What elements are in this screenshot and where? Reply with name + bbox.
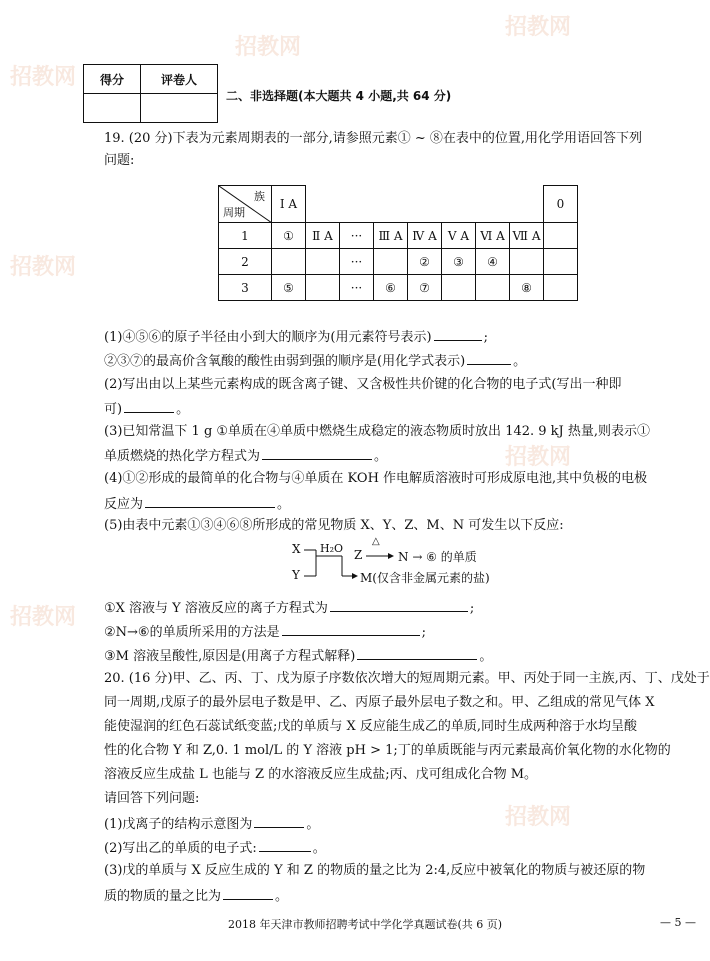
answer-blank[interactable] bbox=[124, 399, 174, 413]
score-label: 得分 bbox=[84, 65, 141, 94]
scheme-n: N → ⑥ 的单质 bbox=[398, 550, 477, 564]
watermark: 招教网 bbox=[235, 35, 302, 60]
watermark: 招教网 bbox=[505, 445, 572, 470]
answer-blank[interactable] bbox=[282, 622, 420, 636]
page-footer: 2018 年天津市教师招聘考试中学化学真题试卷(共 6 页) bbox=[228, 918, 503, 931]
q19-part5: (5)由表中元素①③④⑥⑧所形成的常见物质 X、Y、Z、M、N 可发生以下反应: bbox=[104, 518, 564, 533]
answer-blank[interactable] bbox=[254, 814, 304, 828]
q20-part3a: (3)戊的单质与 X 反应生成的 Y 和 Z 的物质的量之比为 2:4,反应中被氧化的物质与被还原的物 bbox=[104, 863, 646, 878]
q20-stem: 20. (16 分)甲、乙、丙、丁、戊为原子序数依次增大的短周期元素。甲、丙处于同一主族,丙、丁、戊处于 bbox=[104, 671, 710, 686]
q19-sub1: ①X 溶液与 Y 溶液反应的离子方程式为 ; bbox=[104, 598, 694, 618]
scheme-m: M(仅含非金属元素的盐) bbox=[360, 571, 490, 585]
scheme-x: X bbox=[292, 542, 301, 556]
watermark: 招教网 bbox=[10, 255, 77, 280]
grader-input[interactable] bbox=[141, 94, 218, 123]
score-input[interactable] bbox=[84, 94, 141, 123]
answer-blank[interactable] bbox=[330, 598, 468, 612]
q20-stem: 性的化合物 Y 和 Z,0. 1 mol/L 的 Y 溶液 pH > 1;丁的单质既能与丙元素最高价氧化物的水化物的 bbox=[104, 743, 671, 758]
answer-blank[interactable] bbox=[357, 646, 477, 660]
q20-stem: 同一周期,戊原子的最外层电子数是甲、乙、丙原子最外层电子数之和。甲、乙组成的常见气体 X bbox=[104, 695, 655, 710]
q19-part2a: (2)写出由以上某些元素构成的既含离子键、又含极性共价键的化合物的电子式(写出一种即 bbox=[104, 377, 622, 392]
group-0: 0 bbox=[544, 186, 578, 223]
watermark: 招教网 bbox=[505, 15, 572, 40]
scheme-z: Z bbox=[354, 548, 363, 562]
watermark: 招教网 bbox=[10, 605, 77, 630]
grader-label: 评卷人 bbox=[141, 65, 218, 94]
answer-blank[interactable] bbox=[434, 327, 482, 341]
scheme-h2o: H₂O bbox=[320, 542, 344, 555]
table-row: 3 ⑤ ··· ⑥ ⑦ ⑧ bbox=[219, 275, 578, 301]
q19-part3b: 单质燃烧的热化学方程式为 。 bbox=[104, 446, 694, 466]
section-title: 二、非选择题(本大题共 4 小题,共 64 分) bbox=[226, 89, 452, 103]
scheme-y: Y bbox=[292, 568, 300, 582]
q19-part3a: (3)已知常温下 1 g ①单质在④单质中燃烧生成稳定的液态物质时放出 142. 9 kJ 热量,则表示① bbox=[104, 424, 651, 439]
answer-blank[interactable] bbox=[262, 446, 372, 460]
q19-part2b: 可) 。 bbox=[104, 399, 694, 419]
q19-intro: 19. (20 分)下表为元素周期表的一部分,请参照元素① ~ ⑧在表中的位置,用化学用语回答下列 bbox=[104, 131, 643, 146]
score-box bbox=[83, 64, 218, 123]
answer-blank[interactable] bbox=[467, 351, 511, 365]
group-IA: Ⅰ A bbox=[272, 186, 306, 223]
q19-sub2: ②N→⑥的单质所采用的方法是 ; bbox=[104, 622, 694, 642]
q20-part2: (2)写出乙的单质的电子式: 。 bbox=[104, 838, 694, 858]
scheme-heat: △ bbox=[372, 536, 380, 547]
page-number: — 5 — bbox=[660, 916, 696, 929]
q20-part3b: 质的物质的量之比为 。 bbox=[104, 886, 694, 906]
q19-part1b: ②③⑦的最高价含氧酸的酸性由弱到强的顺序是(用化学式表示) 。 bbox=[104, 351, 694, 371]
q19-part4a: (4)①②形成的最简单的化合物与④单质在 KOH 作电解质溶液时可形成原电池,其中负极的电极 bbox=[104, 471, 648, 486]
q19-part4b: 反应为 。 bbox=[104, 494, 694, 514]
answer-blank[interactable] bbox=[223, 886, 273, 900]
answer-blank[interactable] bbox=[259, 838, 311, 852]
periodic-table bbox=[218, 185, 578, 301]
watermark: 招教网 bbox=[505, 805, 572, 830]
answer-blank[interactable] bbox=[145, 494, 275, 508]
q20-prompt: 请回答下列问题: bbox=[104, 791, 200, 806]
q19-intro-cont: 问题: bbox=[104, 153, 135, 168]
table-row: 2 ··· ② ③ ④ bbox=[219, 249, 578, 275]
table-row: 1 ① Ⅱ A ··· Ⅲ A Ⅳ A Ⅴ A Ⅵ A Ⅶ A bbox=[219, 223, 578, 249]
reaction-scheme bbox=[292, 538, 552, 590]
q19-sub3: ③M 溶液呈酸性,原因是(用离子方程式解释) 。 bbox=[104, 646, 694, 666]
q20-stem: 溶液反应生成盐 L 也能与 Z 的水溶液反应生成盐;丙、戊可组成化合物 M。 bbox=[104, 767, 538, 782]
table-corner: 族 周期 bbox=[219, 186, 272, 223]
watermark: 招教网 bbox=[10, 65, 77, 90]
q20-part1: (1)戊离子的结构示意图为 。 bbox=[104, 814, 694, 834]
q20-stem: 能使湿润的红色石蕊试纸变蓝;戊的单质与 X 反应能生成乙的单质,同时生成两种溶于水均呈酸 bbox=[104, 719, 638, 734]
q19-part1a: (1)④⑤⑥的原子半径由小到大的顺序为(用元素符号表示) ; bbox=[104, 327, 694, 347]
